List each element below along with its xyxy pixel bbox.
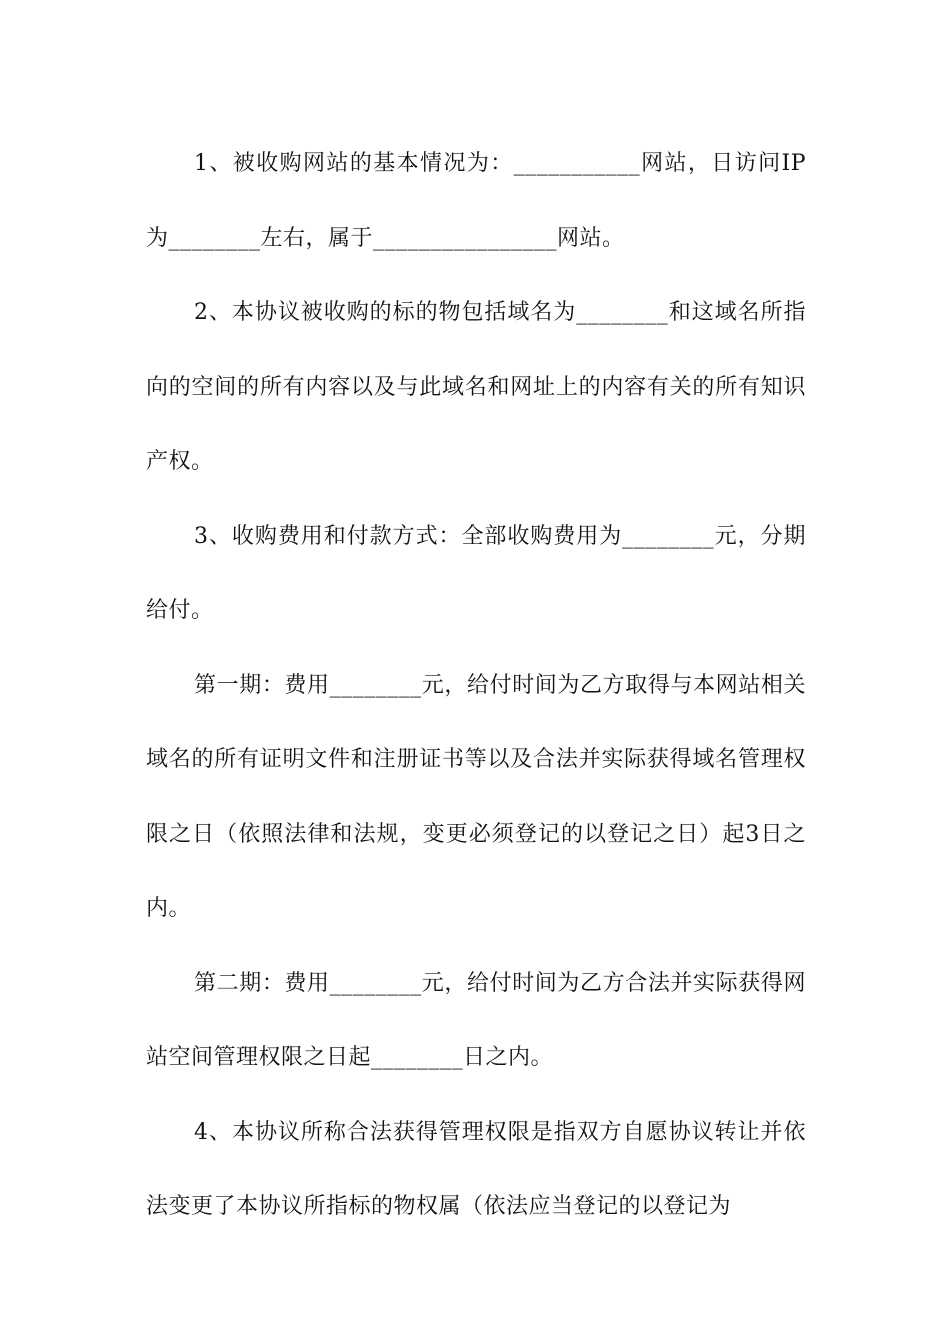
- paragraph-1-site-info: 1、被收购网站的基本情况为：___________网站，日访问IP为________左右，属于________________网站。: [146, 151, 806, 251]
- paragraph-3-payment-method: 3、收购费用和付款方式：全部收购费用为________元，分期给付。: [146, 523, 806, 623]
- paragraph-first-installment: 第一期：费用________元，给付时间为乙方取得与本网站相关域名的所有证明文件和注册证书等以及合法并实际获得域名管理权限之日（依照法律和法规，变更必须登记的以登记之日）起3日之内。: [146, 672, 806, 921]
- paragraph-2-subject-matter: 2、本协议被收购的标的物包括域名为________和这域名所指向的空间的所有内容以及与此域名和网址上的内容有关的所有知识产权。: [146, 300, 806, 474]
- paragraph-second-installment: 第二期：费用________元，给付时间为乙方合法并实际获得网站空间管理权限之日起________日之内。: [146, 970, 806, 1070]
- paragraph-4-management-rights: 4、本协议所称合法获得管理权限是指双方自愿协议转让并依法变更了本协议所指标的物权属（依法应当登记的以登记为: [146, 1119, 806, 1219]
- document-body: [146, 127, 806, 1245]
